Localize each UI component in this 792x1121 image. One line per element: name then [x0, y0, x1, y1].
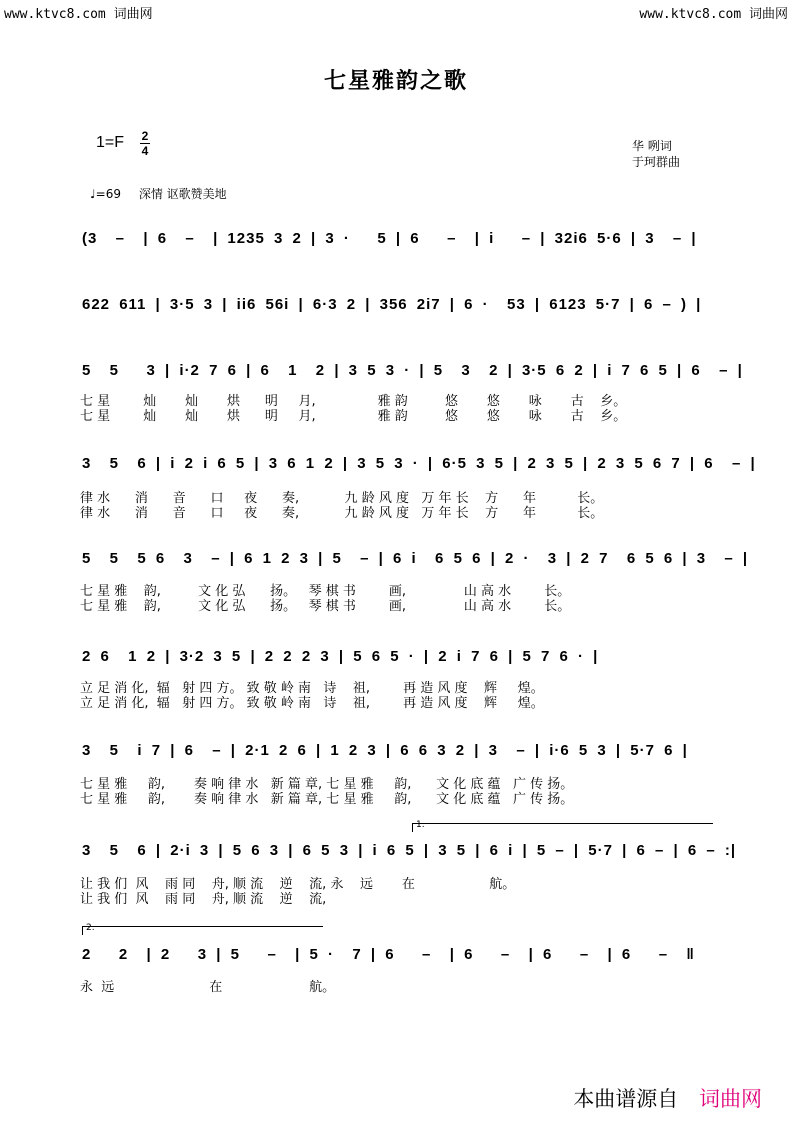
score-row-6 — [76, 648, 716, 678]
lyric-row-6-verse-2: 立 足 消 化, 辐 射 四 方。 致 敬 岭 南 诗 祖, 再 造 风 度 辉 煌。 — [80, 696, 544, 711]
score-row-3 — [76, 362, 743, 392]
notes-row-3: 5 5 3 | i·2 7 6 | 6 1 2 | 3 5 3 · | 5 3 2 | 3·5 6 2 | i 7 6 5 | 6 – | — [82, 362, 743, 379]
footer-site-link[interactable]: 词曲网 — [699, 1087, 762, 1111]
score-row-1 — [76, 230, 716, 260]
score-row-4 — [76, 455, 756, 485]
score-row-7 — [76, 742, 716, 772]
lyric-row-8-verse-2: 让 我 们 风 雨 同 舟, 顺 流 逆 流, — [80, 892, 327, 907]
lyric-row-4-verse-2: 律 水 消 音 口 夜 奏, 九 龄 风 度 万 年 长 方 年 长。 — [80, 506, 604, 521]
notes-row-5: 5 5 5 6 3 – | 6 1 2 3 | 5 – | 6 i 6 5 6 | 2 · 3 | 2 7 6 5 6 | 3 – | — [82, 550, 749, 567]
notes-row-9: 2 2 | 2 3 | 5 – | 5 · 7 | 6 – | 6 – | 6 – | 6 – ‖ — [82, 946, 695, 963]
volta-second-label: 2. — [86, 923, 95, 933]
footer-source — [573, 1083, 762, 1113]
lyric-row-5-verse-1: 七 星 雅 韵, 文 化 弘 扬。 琴 棋 书 画, 山 高 水 长。 — [80, 584, 571, 599]
notes-row-1: (3 – | 6 – | 1235 3 2 | 3 · 5 | 6 – | i – | 32i6 5·6 | 3 – | — [82, 230, 697, 247]
notes-row-4: 3 5 6 | i 2 i 6 5 | 3 6 1 2 | 3 5 3 · | 6·5 3 5 | 2 3 5 | 2 3 5 6 7 | 6 – | — [82, 455, 756, 472]
song-title: 七星雅韵之歌 — [323, 68, 468, 94]
time-signature-top: 2 — [141, 129, 149, 143]
score-row-9 — [76, 946, 716, 976]
lyric-row-3-verse-2: 七 星 灿 灿 烘 明 月, 雅 韵 悠 悠 咏 古 乡。 — [80, 409, 627, 424]
score-row-5 — [76, 550, 749, 580]
score-row-8 — [76, 842, 737, 872]
lyric-row-9-verse-1: 永 远 在 航。 — [80, 980, 336, 995]
volta-first-bracket — [412, 820, 713, 832]
lyric-row-6-verse-1: 立 足 消 化, 辐 射 四 方。 致 敬 岭 南 诗 祖, 再 造 风 度 辉 煌。 — [80, 681, 544, 696]
notes-row-6: 2 6 1 2 | 3·2 3 5 | 2 2 2 3 | 5 6 5 · | 2 i 7 6 | 5 7 6 · | — [82, 648, 599, 665]
watermark-right: www.ktvc8.com 词曲网 — [639, 7, 788, 22]
lyric-row-8-verse-1: 让 我 们 风 雨 同 舟, 顺 流 逆 流, 永 远 在 航。 — [80, 877, 516, 892]
expression-mark: 深情 讴歌赞美地 — [138, 187, 227, 201]
notes-row-2: 622 611 | 3·5 3 | ii6 56i | 6·3 2 | 356 2i7 | 6 · 53 | 6123 5·7 | 6 – ) | — [82, 296, 702, 313]
watermark-left: www.ktvc8.com 词曲网 — [4, 7, 153, 22]
notes-row-7: 3 5 i 7 | 6 – | 2·1 2 6 | 1 2 3 | 6 6 3 2 | 3 – | i·6 5 3 | 5·7 6 | — [82, 742, 688, 759]
footer-source-text: 本曲谱源自 — [573, 1087, 679, 1111]
tempo-mark: ♩=69 — [90, 187, 121, 201]
lyric-row-7-verse-1: 七 星 雅 韵, 奏 响 律 水 新 篇 章, 七 星 雅 韵, 文 化 底 蕴 广 传 扬。 — [80, 777, 574, 792]
notes-row-8: 3 5 6 | 2·i 3 | 5 6 3 | 6 5 3 | i 6 5 | 3 5 | 6 i | 5 – | 5·7 | 6 – | 6 – :| — [82, 842, 737, 859]
time-signature — [140, 130, 150, 157]
lyric-row-3-verse-1: 七 星 灿 灿 烘 明 月, 雅 韵 悠 悠 咏 古 乡。 — [80, 394, 627, 409]
lyric-row-7-verse-2: 七 星 雅 韵, 奏 响 律 水 新 篇 章, 七 星 雅 韵, 文 化 底 蕴 广 传 扬。 — [80, 792, 574, 807]
volta-first-label: 1. — [416, 820, 425, 830]
lyric-row-4-verse-1: 律 水 消 音 口 夜 奏, 九 龄 风 度 万 年 长 方 年 长。 — [80, 491, 604, 506]
time-signature-bottom: 4 — [141, 144, 149, 158]
lyric-row-5-verse-2: 七 星 雅 韵, 文 化 弘 扬。 琴 棋 书 画, 山 高 水 长。 — [80, 599, 571, 614]
score-row-2 — [76, 296, 716, 326]
lyricist: 华 咧词 — [632, 139, 672, 153]
composer: 于珂群曲 — [632, 155, 681, 169]
volta-second-bracket — [82, 923, 323, 935]
credits — [632, 138, 680, 170]
tempo-marking — [90, 185, 227, 202]
key-signature: 1=F — [96, 134, 125, 151]
